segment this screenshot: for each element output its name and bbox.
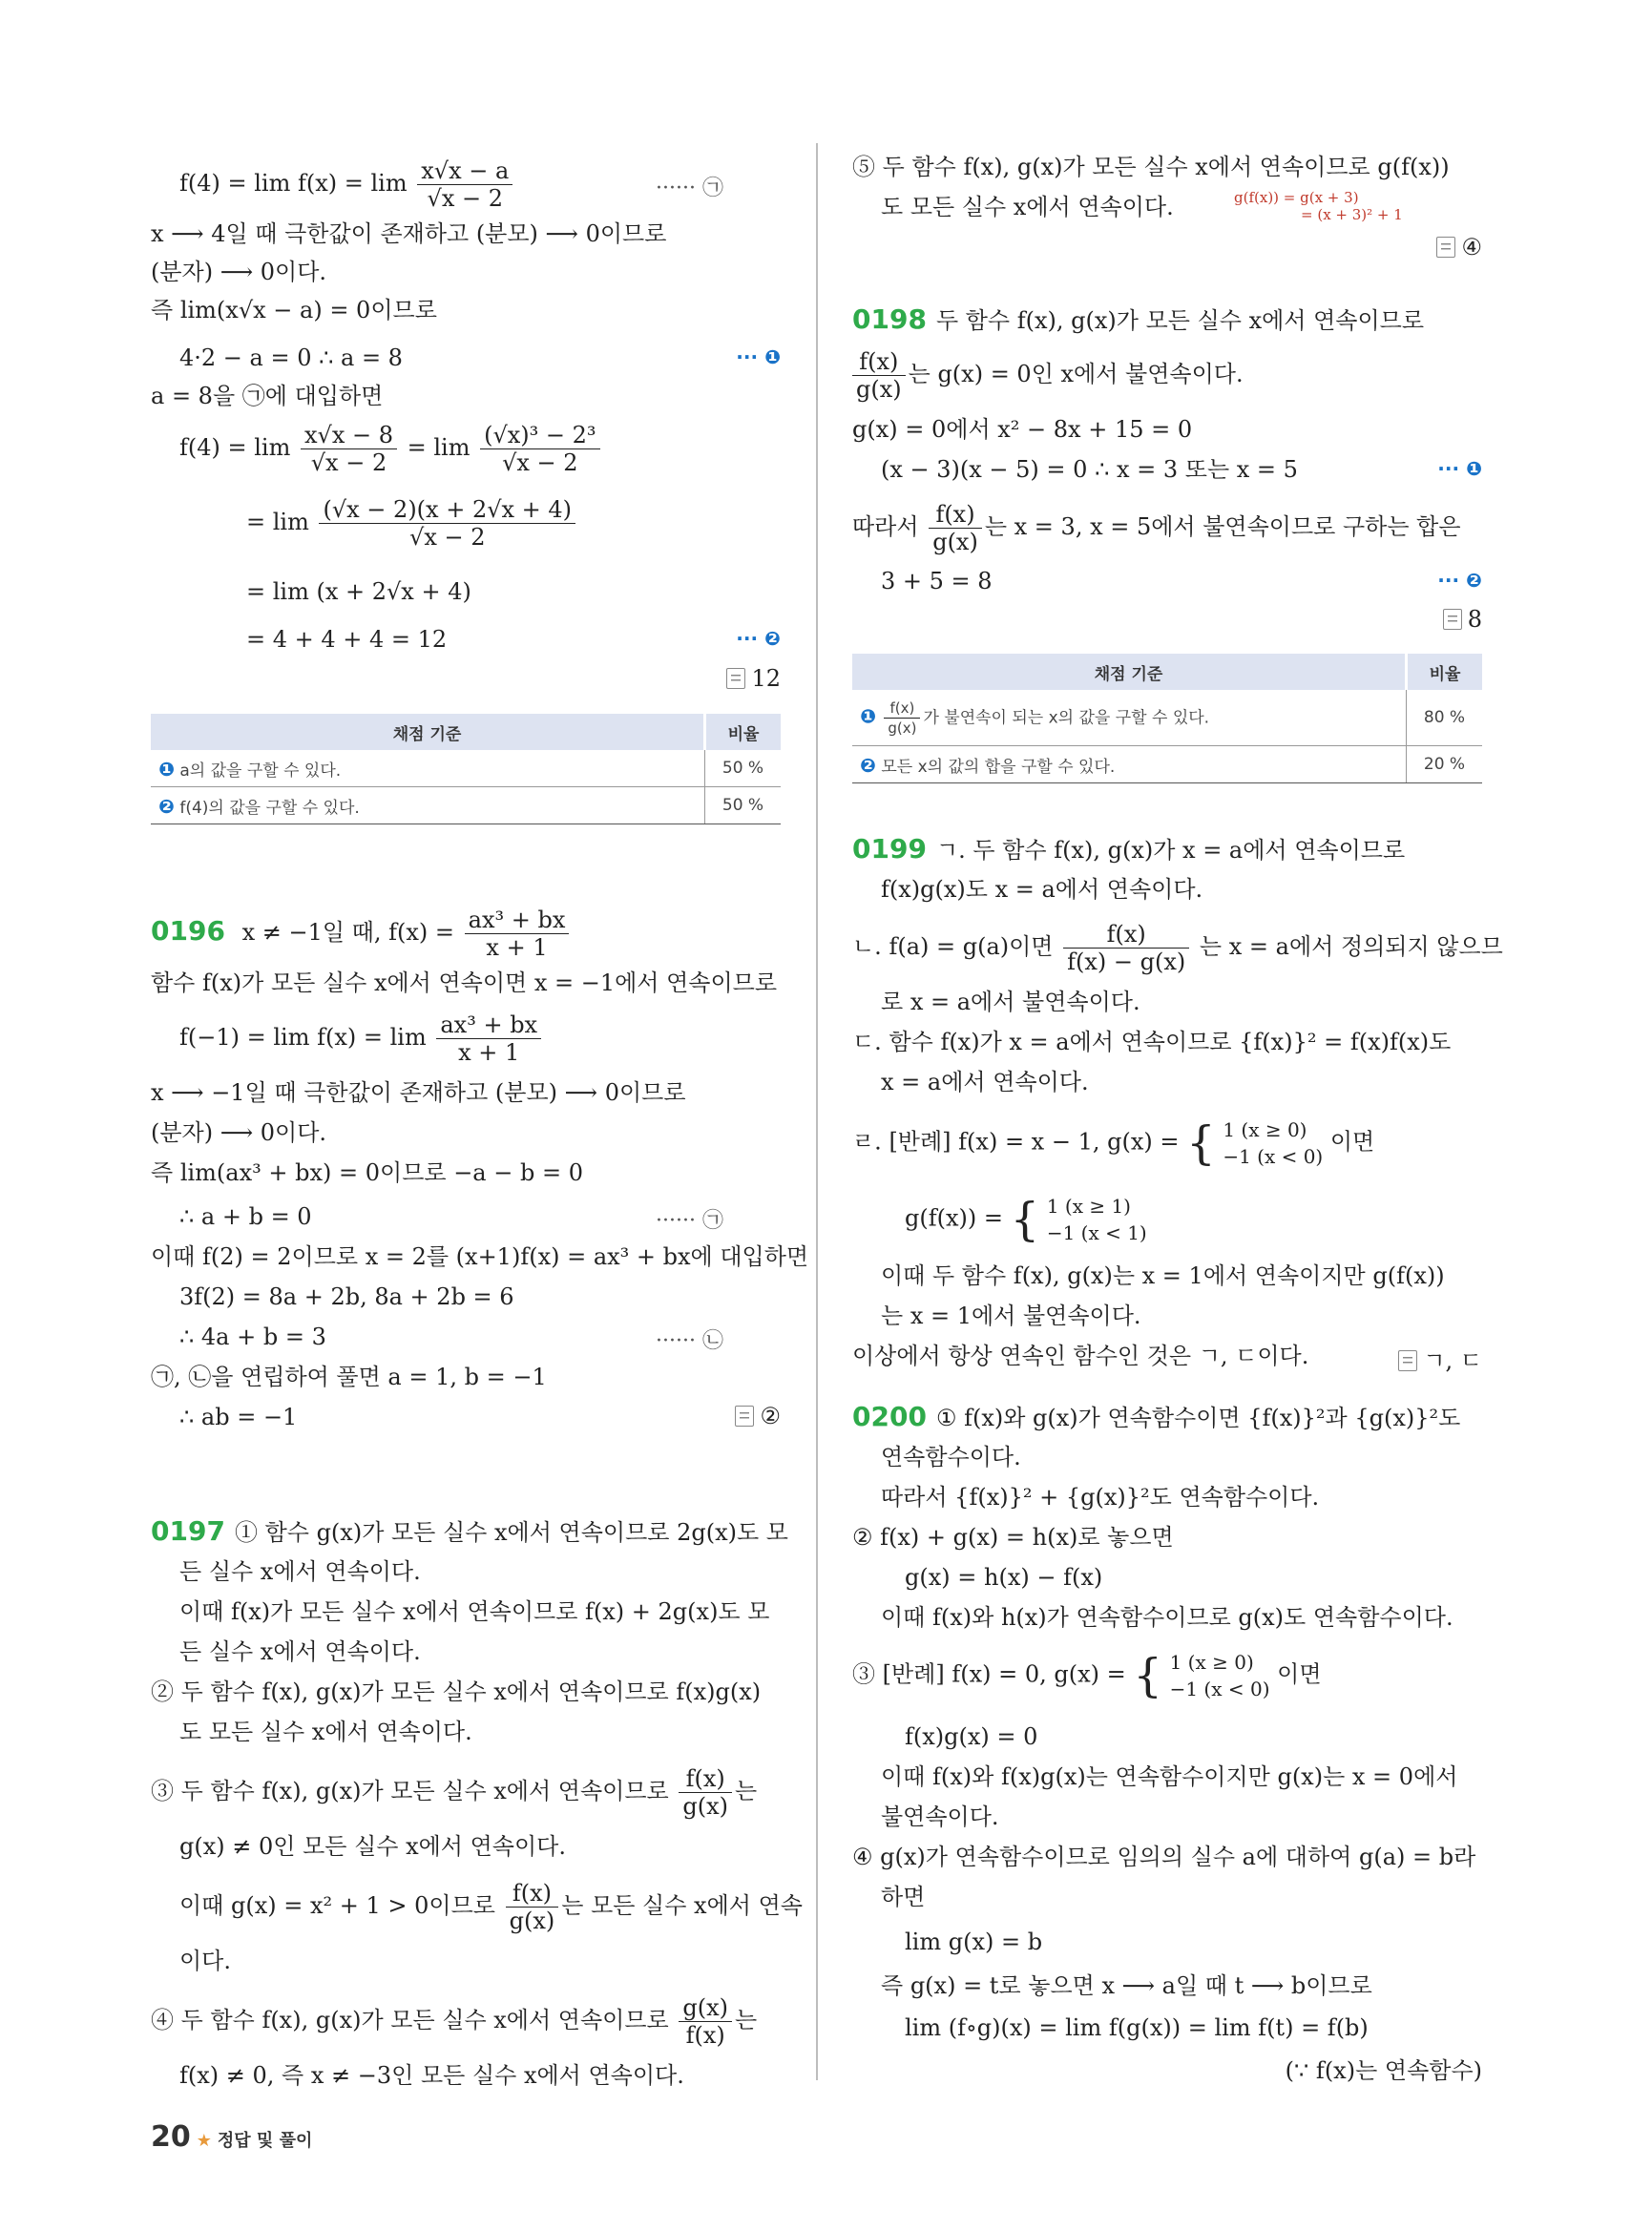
- text-line: f(x)g(x) = 0: [905, 1723, 1038, 1750]
- text-line: 함수 f(x)가 모든 실수 x에서 연속이면 x = −1에서 연속이므로: [151, 970, 778, 996]
- problem-0199-line1: 0199 ㄱ. 두 함수 f(x), g(x)가 x = a에서 연속이므로: [852, 833, 1406, 865]
- text-line: 든 실수 x에서 연속이다.: [179, 1558, 421, 1585]
- text-line: 도 모든 실수 x에서 연속이다.: [179, 1719, 472, 1745]
- text-line: x ⟶ 4일 때 극한값이 존재하고 (분모) ⟶ 0이므로: [151, 220, 667, 247]
- problem-0200-item3: ③ [반례] f(x) = 0, g(x) = { 1 (x ≥ 0) −1 (x < 0) 이면: [852, 1649, 1322, 1702]
- step1-marker: ··· ❶: [736, 345, 781, 368]
- text-line: 따라서 {f(x)}² + {g(x)}²도 연속함수이다.: [881, 1484, 1320, 1511]
- text-line: 든 실수 x에서 연속이다.: [179, 1638, 421, 1665]
- text-line: f(x)g(x)도 x = a에서 연속이다.: [881, 876, 1203, 903]
- text-line: ② 두 함수 f(x), g(x)가 모든 실수 x에서 연속이므로 f(x)g(x): [151, 1678, 762, 1705]
- scoring-table-0198: [852, 654, 1482, 783]
- problem-number: 0199: [852, 833, 927, 865]
- table-row: ❶ a의 값을 구할 수 있다. 50 %: [151, 750, 781, 787]
- text-line: x ⟶ −1일 때 극한값이 존재하고 (분모) ⟶ 0이므로: [151, 1079, 686, 1106]
- text-line: 이때 두 함수 f(x), g(x)는 x = 1에서 연속이지만 g(f(x)): [881, 1262, 1445, 1289]
- answer-0199: ㄱ, ㄷ: [1398, 1342, 1482, 1375]
- text-line: ⑤ 두 함수 f(x), g(x)가 모든 실수 x에서 연속이므로 g(f(x)): [852, 154, 1450, 180]
- text-line: ㄷ. 함수 f(x)가 x = a에서 연속이므로 {f(x)}² = f(x)f(x)도: [852, 1029, 1452, 1055]
- text-line: (x − 3)(x − 5) = 0 ∴ x = 3 또는 x = 5: [881, 456, 1298, 483]
- text-line: 3f(2) = 8a + 2b, 8a + 2b = 6: [179, 1283, 514, 1310]
- problem-0199-item4: ㄹ. [반례] f(x) = x − 1, g(x) = { 1 (x ≥ 0) −1 (x < 0) 이면: [852, 1116, 1375, 1170]
- text-line: 로 x = a에서 불연속이다.: [881, 989, 1140, 1015]
- text-line: ∴ ab = −1: [179, 1404, 298, 1430]
- answer-icon: [1443, 609, 1462, 630]
- text-line: 이때 f(2) = 2이므로 x = 2를 (x+1)f(x) = ax³ + bx에 대입하면: [151, 1243, 809, 1270]
- annotation-note: g(f(x)) = g(x + 3): [1234, 189, 1359, 206]
- text-line: lim (f∘g)(x) = lim f(g(x)) = lim f(t) = f(b): [905, 2014, 1369, 2041]
- scoring-table-0195: [151, 714, 781, 824]
- page-footer: [151, 2120, 312, 2154]
- page-number: 20: [151, 2120, 191, 2154]
- problem-0198-line1: 0198 두 함수 f(x), g(x)가 모든 실수 x에서 연속이므로: [852, 303, 1425, 335]
- text-line: = 4 + 4 + 4 = 12: [246, 626, 448, 653]
- annotation-note: = (x + 3)² + 1: [1301, 206, 1403, 223]
- marker-a: ······ ㉠: [656, 177, 723, 200]
- text-line: x = a에서 연속이다.: [881, 1069, 1089, 1095]
- text-line: ② f(x) + g(x) = h(x)로 놓으면: [852, 1524, 1174, 1551]
- problem-0197-item4: ④ 두 함수 f(x), g(x)가 모든 실수 x에서 연속이므로 $\frac{g(x)}{f(x)}$ 는: [151, 1994, 758, 2049]
- answer-icon: [735, 1406, 754, 1427]
- problem-0197-item3b: 이때 g(x) = x² + 1 > 0이므로 $\frac{f(x)}{g(x)}$ 는 모든 실수 x에서 연속: [179, 1880, 803, 1934]
- text-line: 불연속이다.: [881, 1804, 999, 1830]
- text-line: f(x) ≠ 0, 즉 x ≠ −3인 모든 실수 x에서 연속이다.: [179, 2062, 684, 2089]
- text-line: 즉 lim(ax³ + bx) = 0이므로 −a − b = 0: [151, 1159, 583, 1186]
- answer-0197: ④: [1436, 234, 1482, 261]
- text-line: g(x) = 0에서 x² − 8x + 15 = 0: [852, 416, 1193, 443]
- table-header: 채점 기준: [151, 714, 705, 750]
- problem-0199-item2: ㄴ. f(a) = g(a)이면 $\frac{f(x)}{f(x) - g(x)}$ 는 x = a에서 정의되지 않으므: [852, 921, 1503, 975]
- table-header: 비율: [705, 714, 782, 750]
- text-line: ④ g(x)가 연속함수이므로 임의의 실수 a에 대하여 g(a) = b라: [852, 1844, 1476, 1870]
- table-header: 채점 기준: [852, 654, 1407, 690]
- text-line: (분자) ⟶ 0이다.: [151, 1119, 327, 1146]
- problem-number: 0196: [151, 915, 225, 947]
- answer-icon: [726, 668, 745, 689]
- step2-marker: ··· ❷: [736, 627, 781, 650]
- problem-0198-line5: 따라서 $\frac{f(x)}{g(x)}$ 는 x = 3, x = 5에서 불연속이므로 구하는 합은: [852, 501, 1461, 555]
- text-line: (∵ f(x)는 연속함수): [1285, 2057, 1482, 2084]
- text-line: 도 모든 실수 x에서 연속이다.: [881, 194, 1174, 220]
- problem-0196-intro: 0196 x ≠ −1일 때, f(x) = $\frac{\text{ax³ + bx}}{x + 1}$: [151, 907, 572, 961]
- text-line: 이때 f(x)가 모든 실수 x에서 연속이므로 f(x) + 2g(x)도 모: [179, 1598, 770, 1625]
- table-row: ❶ $\frac{f(x)}{g(x)}$ 가 불연속이 되는 x의 값을 구할 수 있다. 80 %: [852, 690, 1482, 746]
- text-line: 즉 lim(x√x − a) = 0이므로: [151, 297, 437, 323]
- text-line: 는 x = 1에서 불연속이다.: [881, 1303, 1141, 1329]
- star-icon: ★: [196, 2131, 212, 2151]
- problem-number: 0200: [852, 1401, 927, 1432]
- text-line: 이때 f(x)와 f(x)g(x)는 연속함수이지만 g(x)는 x = 0에서: [881, 1763, 1458, 1790]
- problem-0197-item3: ③ 두 함수 f(x), g(x)가 모든 실수 x에서 연속이므로 $\frac{f(x)}{g(x)}$ 는: [151, 1765, 758, 1820]
- table-row: ❷ 모든 x의 값의 합을 구할 수 있다. 20 %: [852, 746, 1482, 783]
- footer-label: 정답 및 풀이: [217, 2131, 313, 2151]
- text-line: = lim (x + 2√x + 4): [246, 578, 471, 605]
- text-line: 이때 f(x)와 h(x)가 연속함수이므로 g(x)도 연속함수이다.: [881, 1604, 1453, 1631]
- answer-0195: 12: [726, 665, 781, 692]
- equation-f-neg1: f(−1) = lim f(x) = lim $\frac{\text{ax³ + bx}}{x + 1}$: [179, 1011, 544, 1066]
- answer-0198: 8: [1443, 606, 1482, 633]
- text-line: g(x) = h(x) − f(x): [905, 1564, 1103, 1591]
- text-line: (분자) ⟶ 0이다.: [151, 259, 327, 285]
- text-line: 즉 g(x) = t로 놓으면 x ⟶ a일 때 t ⟶ b이므로: [881, 1972, 1372, 1999]
- problem-0200-line1: 0200 ① f(x)와 g(x)가 연속함수이면 {f(x)}²과 {g(x)}²도: [852, 1401, 1461, 1432]
- equation-f4-substituted: f(4) = lim $\frac{x√x - 8}{√x - 2}$ = lim $\frac{\text{(√x)³ − 2³}}{√x - 2}$: [179, 422, 603, 476]
- problem-0199-gfx: g(f(x)) = { 1 (x ≥ 1) −1 (x < 1): [905, 1193, 1147, 1246]
- text-line: lim g(x) = b: [905, 1929, 1043, 1955]
- text-line: 하면: [881, 1884, 926, 1910]
- table-row: ❷ f(4)의 값을 구할 수 있다. 50 %: [151, 787, 781, 824]
- equation-f4: f(4) = lim f(x) = lim $\frac{x√x - a}{√x - 2}$: [179, 157, 515, 212]
- answer-icon: [1398, 1350, 1417, 1371]
- text-line: 이상에서 항상 연속인 함수인 것은 ㄱ, ㄷ이다.: [852, 1343, 1309, 1369]
- text-line: 연속함수이다.: [881, 1444, 1021, 1470]
- problem-number: 0197: [151, 1515, 225, 1547]
- table-header: 비율: [1407, 654, 1483, 690]
- equation-factored: = lim $\frac{(√x - 2)(x + 2√x + 4)}{√x - 2}$: [246, 496, 578, 551]
- problem-0197-line1: 0197 ① 함수 g(x)가 모든 실수 x에서 연속이므로 2g(x)도 모: [151, 1515, 788, 1547]
- step2-marker: ··· ❷: [1437, 569, 1482, 592]
- answer-icon: [1436, 237, 1455, 258]
- text-line: g(x) ≠ 0인 모든 실수 x에서 연속이다.: [179, 1833, 566, 1860]
- column-divider: [816, 143, 818, 2080]
- text-line: 3 + 5 = 8: [881, 568, 993, 594]
- problem-number: 0198: [852, 303, 927, 335]
- text-line: ㉠, ㉡을 연립하여 풀면 a = 1, b = −1: [151, 1364, 547, 1390]
- marker-b: ······ ㉡: [656, 1329, 723, 1353]
- problem-0198-line2: $\frac{f(x)}{g(x)}$ 는 g(x) = 0인 x에서 불연속이다.: [852, 348, 1244, 403]
- text-line: ∴ 4a + b = 3: [179, 1324, 326, 1350]
- text-line: ∴ a + b = 0: [179, 1203, 312, 1230]
- step1-marker: ··· ❶: [1437, 457, 1482, 480]
- text-line: 4·2 − a = 0 ∴ a = 8: [179, 344, 403, 371]
- text-line: a = 8을 ㉠에 대입하면: [151, 383, 384, 409]
- answer-0196: ②: [735, 1403, 781, 1429]
- marker-a: ······ ㉠: [656, 1209, 723, 1233]
- text-line: 이다.: [179, 1948, 231, 1974]
